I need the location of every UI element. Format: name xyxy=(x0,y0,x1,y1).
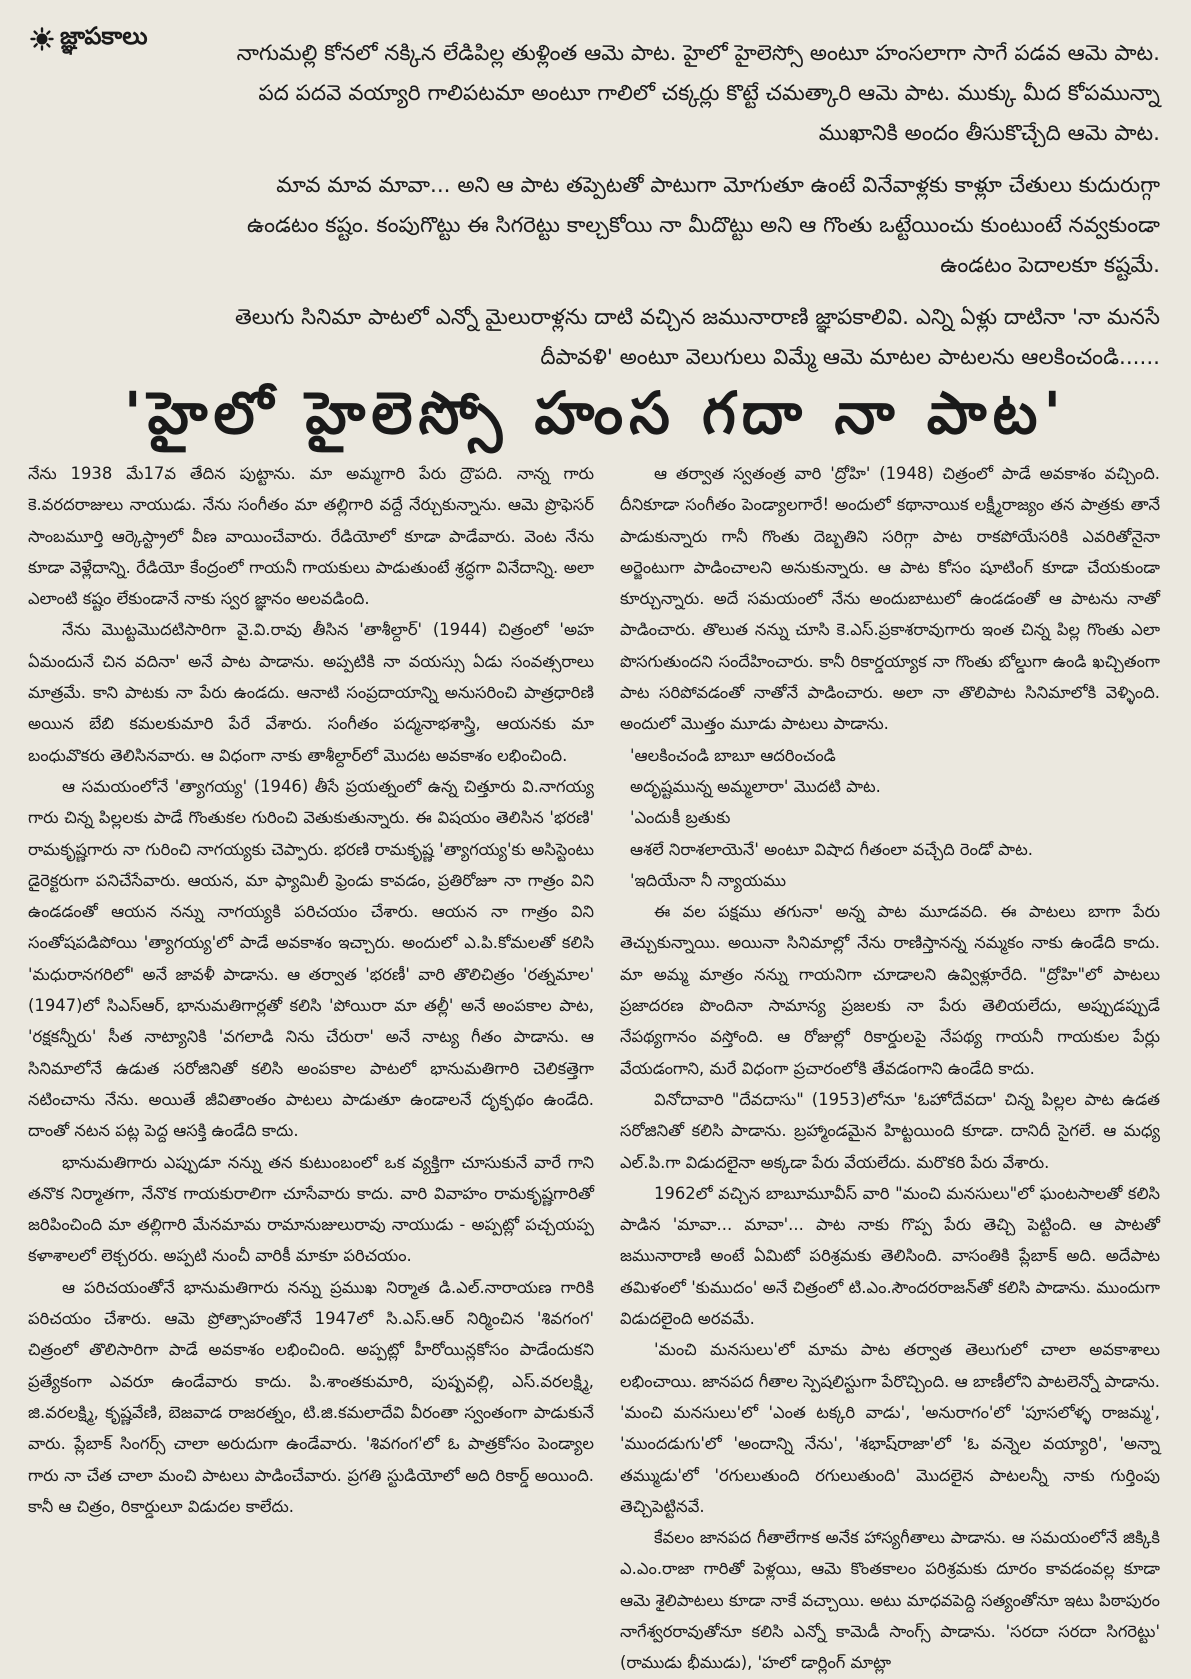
article-paragraph: 1962లో వచ్చిన బాబూమూవీస్ వారి "మంచి మనసులు"లో ఘంటసాలతో కలిసి పాడిన 'మావా... మావా'... పాట నాకు గొప్ప పేరు తెచ్చి పెట్టింది. ఆ పాటతో జమునారాణి అంటే ఏమిటో పరిశ్రమకు తెలిసింది. వాసంతికి ప్లేబాక్ అది. అదేపాట తమిళంలో 'కుముదం' అనే చిత్రంలో టి.ఎం.సౌందరరాజన్‌తో కలిసి పాడాను. ముందుగా విడుదలైంది అరవమే. xyxy=(620,1183,1160,1329)
article-paragraph: ఆ తర్వాత స్వతంత్ర వారి 'ద్రోహి' (1948) చిత్రంలో పాడే అవకాశం వచ్చింది. దీనికూడా సంగీతం పెండ్యాలగారే! అందులో కథానాయిక లక్ష్మీరాజ్యం తన పాత్రకు తానే పాడుకున్నారు గానీ గొంతు దెబ్బతిని సరిగ్గా పాట రాకపోయేసరికి ఎవరితోనైనా అర్జెంటుగా పాడించాలని అనుకున్నారు. ఆ పాట కోసం షూటింగ్ కూడా చేయకుండా కూర్చున్నారు. అదే సమయంలో నేను అందుబాటులో ఉండడంతో ఆ పాటను నాతో పాడించారు. తొలుత నన్ను చూసి కె.ఎస్.ప్రకాశరావుగారు ఇంత చిన్న పిల్ల గొంతు ఎలా పొసగుతుందని సందేహించారు. కానీ రికార్డయ్యాక నా గొంతు బోల్డుగా ఉండి ఖచ్చితంగా పాట సరిపోవడంతో నాతోనే పాడించారు. అలా నా తొలిపాట సినిమాలోకి వెళ్ళింది. అందులో మొత్తం మూడు పాటలు పాడాను. xyxy=(620,464,1160,734)
article-paragraph: భానుమతిగారు ఎప్పుడూ నన్ను తన కుటుంబంలో ఒక వ్యక్తిగా చూసుకునే వారే గాని తనొక నిర్మాతగా, నేనొక గాయకురాలిగా చూసేవారు కాదు. వారి వివాహం రామకృష్ణగారితో జరిపించింది మా తల్లిగారి మేనమామ రామానుజులురావు నాయుడు - అప్పట్లో పచ్చయప్ప కళాశాలలో లెక్చరరు. అప్పటి నుంచీ వారికీ మాకూ పరిచయం. xyxy=(28,1152,594,1266)
song-lyric-line: 'ఇదియేనా నీ న్యాయము xyxy=(630,870,787,890)
article-paragraph: కేవలం జానపద గీతాలేగాక అనేక హాస్యగీతాలు పాడాను. ఆ సమయంలోనే జిక్కికి ఎ.ఎం.రాజా గారితో పెళ్లయి, ఆమె కొంతకాలం పరిశ్రమకు దూరం కావడంవల్ల కూడా ఆమె శైలిపాటలు కూడా నాకే వచ్చాయి. అటు మాధవపెద్ది సత్యంతోనూ ఇటు పిఠాపురం నాగేశ్వరరావుతోనూ కలిసి ఎన్నో కామెడీ సాంగ్స్ పాడాను. 'సరదా సరదా సిగరెట్టు' (రాముడు భీముడు), 'హలో డార్లింగ్ మాట్లా xyxy=(620,1528,1160,1673)
sun-icon xyxy=(30,27,54,51)
song-lyric-line: 'ఆలకించండి బాబూ ఆదరించండి xyxy=(630,745,836,765)
article-paragraph: నేను మొట్టమొదటిసారిగా వై.వి.రావు తీసిన 'తాశీల్దార్' (1944) చిత్రంలో 'అహ ఏమందునే చిన వదినా' అనే పాట పాడాను. అప్పటికి నా వయస్సు ఏడు సంవత్సరాలు మాత్రమే. కాని పాటకు నా పేరు ఉండదు. ఆనాటి సంప్రదాయాన్ని అనుసరించి పాత్రధారిణి అయిన బేబి కమలకుమారి పేరే వేశారు. సంగీతం పద్మనాభశాస్త్రి, ఆయనకు మా బంధువొకరు తెలిసినవారు. ఆ విధంగా నాకు తాశీల్దార్‌లో మొదట అవకాశం లభించింది. xyxy=(28,620,594,765)
article-paragraph: 'మంచి మనసులు'లో మామ పాట తర్వాత తెలుగులో చాలా అవకాశాలు లభించాయి. జానపద గీతాల స్పెషలిస్టుగా పేరొచ్చింది. ఆ బాణీలోని పాటలెన్నో పాడాను. 'మంచి మనసులు'లో 'ఎంత టక్కరి వాడు', 'అనురాగం'లో 'పూసలోళ్ళ రాజమ్మ', 'ముందడుగు'లో 'అందాన్ని నేను', 'శభాష్‌రాజా'లో 'ఓ వన్నెల వయ్యారి', 'అన్నా తమ్ముడు'లో 'రగులుతుంది రగులుతుంది' మొదలైన పాటలన్నీ నాకు గుర్తింపు తెచ్చిపెట్టినవే. xyxy=(620,1340,1160,1516)
song-lyric-line: ఆశలే నిరాశలాయెనే' అంటూ విషాద గీతంలా వచ్చేది రెండో పాట. xyxy=(630,839,1033,859)
article-paragraph: వినోదావారి "దేవదాసు" (1953)లోనూ 'ఓహోదేవదా' చిన్న పిల్లల పాట ఉడత సరోజినితో కలిసి పాడాను. బ్రహ్మాండమైన హిట్టయింది కూడా. దానిదీ సైగలే. ఆ మధ్య ఎల్.పి.గా విడుదలైనా అక్కడా పేరు వేయలేదు. మరొకరి పేరు వేశారు. xyxy=(620,1089,1160,1172)
song-lyric-line: 'ఎందుకీ బ్రతుకు xyxy=(630,808,731,828)
section-label: జ్ఞాపకాలు xyxy=(60,22,148,50)
intro-blurb xyxy=(200,34,1160,390)
song-lyric-line: అదృష్టమున్న అమ్మలారా' మొదటి పాట. xyxy=(630,776,881,796)
article-paragraph: ఆ సమయంలోనే 'త్యాగయ్య' (1946) తీసే ప్రయత్నంలో ఉన్న చిత్తూరు వి.నాగయ్య గారు చిన్న పిల్లలకు పాడే గొంతుకల గురించి వెతుకుతున్నారు. ఈ విషయం తెలిసిన 'భరణి' రామకృష్ణగారు నా గురించి నాగయ్యకు చెప్పారు. భరణి రామకృష్ణ 'త్యాగయ్య'కు అసిస్టెంటు డైరెక్టరుగా పనిచేసేవారు. ఆయన, మా ఫ్యామిలీ ఫ్రెండు కావడం, ప్రతిరోజూ నా గాత్రం విని ఉండడంతో ఆయన నన్ను నాగయ్యకి పరిచయం చేశారు. ఆయన నా గాత్రం విని సంతోషపడిపోయి 'త్యాగయ్య'లో పాడే అవకాశం ఇచ్చారు. అందులో ఎ.పి.కోమలతో కలిసి 'మధురానగరిలో' అనే జావళీ పాడాను. ఆ తర్వాత 'భరణీ' వారి తొలిచిత్రం 'రత్నమాల' (1947)లో సిఎస్ఆర్, భానుమతిగార్లతో కలిసి 'పోయిరా మా తల్లీ' అనే అంపకాల పాట, 'రక్షకన్నీరు' సీత నాట్యానికి 'వగలాడి నిను చేరురా' అనే నాట్య గీతం పాడాను. ఆ సినిమాలోనే ఉడుత సరోజినితో కలిసి అంపకాల పాటలో భానుమతిగారి చెలికత్తెగా నటించాను నేను. అయితే జీవితాంతం పాటలు పాడుతూ ఉండాలనే దృక్పథం ఉండేది. దాంతో నటన పట్ల పెద్ద ఆసక్తి ఉండేది కాదు. xyxy=(28,776,594,1141)
article-left-column xyxy=(28,458,594,1522)
article-right-column xyxy=(620,458,1160,1679)
article-headline: 'హైలో హైలెస్సో హంస గదా నా పాట' xyxy=(123,379,1068,447)
article-paragraph: ఈ వల పక్షము తగునా' అన్న పాట మూడవది. ఈ పాటలు బాగా పేరు తెచ్చుకున్నాయి. అయినా సినిమాల్లో నేను రాణిస్తానన్న నమ్మకం నాకు ఉండేది కాదు. మా అమ్మ మాత్రం నన్ను గాయనిగా చూడాలని ఉవ్విళ్లూరేది. "ద్రోహి"లో పాటలు ప్రజాదరణ పొందినా సామాన్య ప్రజలకు నా పేరు తెలియలేదు, అప్పుడప్పుడే నేపథ్యగానం వస్తోంది. ఆ రోజుల్లో రికార్డులపై నేపథ్య గాయనీ గాయకుల పేర్లు వేయడంగాని, మరే విధంగా ప్రచారంలోకి తేవడంగాని ఉండేది కాదు. xyxy=(620,902,1160,1078)
article-paragraph: ఆ పరిచయంతోనే భానుమతిగారు నన్ను ప్రముఖ నిర్మాత డి.ఎల్.నారాయణ గారికి పరిచయం చేశారు. ఆమె ప్రోత్సాహంతోనే 1947లో సి.ఎస్.ఆర్ నిర్మించిన 'శివగంగ' చిత్రంలో తొలిసారిగా పాడే అవకాశం లభించింది. అప్పట్లో హీరోయిన్లకోసం పాడేందుకని ప్రత్యేకంగా ఎవరూ ఉండేవారు కాదు. పి.శాంతకుమారి, పుష్పవల్లి, ఎస్.వరలక్ష్మి, జి.వరలక్ష్మి, కృష్ణవేణి, బెజవాడ రాజరత్నం, టి.జి.కమలాదేవి వీరంతా స్వంతంగా పాడుకునే వారు. ప్లేబాక్ సింగర్స్ చాలా అరుదుగా ఉండేవారు. 'శివగంగ'లో ఓ పాత్రకోసం పెండ్యాల గారు నా చేత చాలా మంచి పాటలు పాడించేవారు. ప్రగతి స్టుడియోలో అది రికార్డ్ అయింది. కానీ ఆ చిత్రం, రికార్డులూ విడుదల కాలేదు. xyxy=(28,1277,594,1516)
intro-paragraph: నాగుమల్లి కోనలో నక్కిన లేడిపిల్ల తుళ్లింత ఆమె పాట. హైలో హైలెస్సో అంటూ హంసలాగా సాగే పడవ ఆమె పాట. పద పదవె వయ్యారి గాలిపటమా అంటూ గాలిలో చక్కర్లు కొట్టే చమత్కారి ఆమె పాట. ముక్కు మీద కోపమున్నా ముఖానికి అందం తీసుకొచ్చేది ఆమె పాట. xyxy=(236,41,1160,146)
intro-paragraph: తెలుగు సినిమా పాటలో ఎన్నో మైలురాళ్లను దాటి వచ్చిన జమునారాణి జ్ఞాపకాలివి. ఎన్ని ఏళ్లు దాటినా 'నా మనసే దీపావళి' అంటూ వెలుగులు విమ్మే ఆమె మాటల పాటలను ఆలకించండి...... xyxy=(234,305,1160,370)
section-tag xyxy=(30,22,148,56)
intro-paragraph: మావ మావ మావా... అని ఆ పాట తప్పెటతో పాటుగా మోగుతూ ఉంటే వినేవాళ్లకు కాళ్లూ చేతులు కుదురుగ్గా ఉండటం కష్టం. కంపుగొట్టు ఈ సిగరెట్టు కాల్చకోయి నా మీదొట్టు అని ఆ గొంతు ఒట్టేయించు కుంటుంటే నవ్వకుండా ఉండటం పెదాలకూ కష్టమే. xyxy=(246,173,1160,278)
article-paragraph: నేను 1938 మే17వ తేదిన పుట్టాను. మా అమ్మగారి పేరు ద్రౌపది. నాన్న గారు కె.వరదరాజులు నాయుడు. నేను సంగీతం మా తల్లిగారి వద్దే నేర్చుకున్నాను. ఆమె ప్రొఫెసర్ సాంబమూర్తి ఆర్కెస్ట్రాలో వీణ వాయించేవారు. రేడియోలో కూడా పాడేవారు. వెంట నేను కూడా వెళ్లేదాన్ని. రేడియో కేంద్రంలో గాయనీ గాయకులు పాడుతుంటే శ్రద్ధగా వినేదాన్ని. అలా ఎలాంటి కష్టం లేకుండానే నాకు స్వర జ్ఞానం అలవడింది. xyxy=(28,464,594,609)
